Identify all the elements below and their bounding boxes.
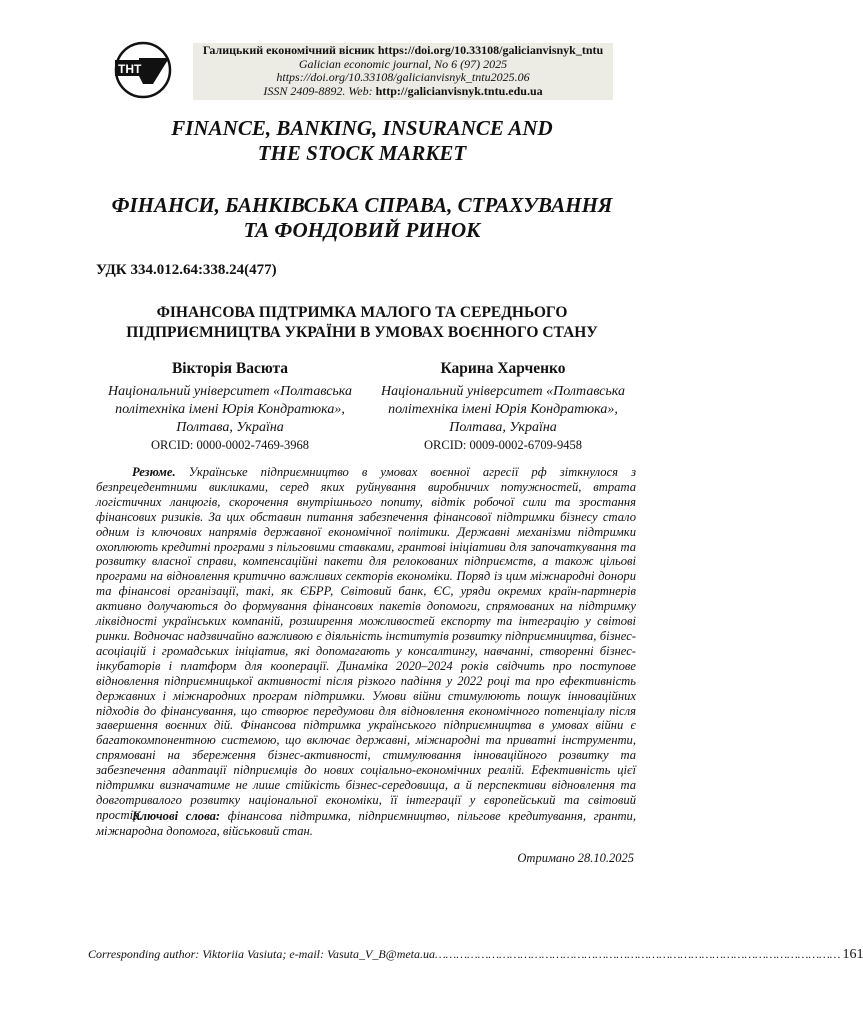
journal-issue-line: Galician economic journal, No 6 (97) 2025	[298, 56, 508, 71]
affiliation-line: Полтава, Україна	[449, 420, 557, 435]
author-affiliation	[80, 383, 380, 437]
svg-text:THT: THT	[118, 62, 142, 76]
journal-header	[193, 43, 613, 100]
affiliation-line: Полтава, Україна	[176, 420, 284, 435]
journal-web-link[interactable]: http://galicianvisnyk.tntu.edu.ua	[375, 83, 543, 98]
issn-text: ISSN 2409-8892. Web:	[263, 83, 376, 98]
author-block	[80, 359, 380, 453]
author-name: Карина Харченко	[440, 360, 566, 377]
journal-name-line: Галицький економічний вісник https://doi.org/10.33108/galicianvisnyk_tntu	[202, 43, 604, 57]
keywords	[96, 809, 636, 839]
footer-dots: ……………………………………………………………………………………………………	[435, 947, 841, 961]
author-name: Вікторія Васюта	[171, 360, 289, 377]
section-title-ua-line: ФІНАНСИ, БАНКІВСЬКА СПРАВА, СТРАХУВАННЯ	[111, 193, 613, 217]
abstract	[96, 465, 636, 823]
page-number: 161	[842, 947, 863, 962]
affiliation-line: Національний університет «Полтавська	[108, 384, 352, 399]
section-title-en-line: FINANCE, BANKING, INSURANCE AND	[171, 116, 553, 140]
corresponding-author: Corresponding author: Viktoriia Vasiuta; e-mail: Vasuta_V_B@meta.ua	[88, 947, 436, 961]
section-title-en-line: THE STOCK MARKET	[257, 141, 467, 165]
article-title-line: ПІДПРИЄМНИЦТВА УКРАЇНИ В УМОВАХ ВОЄННОГО СТАНУ	[126, 324, 598, 341]
received-date: Отримано 28.10.2025	[517, 851, 634, 865]
journal-logo	[113, 40, 173, 100]
section-title-ua	[0, 193, 724, 243]
section-title-en	[0, 116, 724, 166]
section-title-ua-line: ТА ФОНДОВИЙ РИНОК	[243, 218, 481, 242]
author-orcid[interactable]: ORCID: 0009-0002-6709-9458	[424, 438, 582, 452]
abstract-label: Резюме.	[132, 465, 176, 479]
author-orcid[interactable]: ORCID: 0000-0002-7469-3968	[151, 438, 309, 452]
keywords-label: Ключові слова:	[132, 809, 221, 823]
keywords-text: фінансова підтримка, підприємництво, пільгове кредитування, гранти, міжнародна допомога, військовий стан.	[96, 809, 636, 838]
author-block	[353, 359, 653, 453]
page-footer	[88, 947, 863, 963]
affiliation-line: політехніка імені Юрія Кондратюка»,	[388, 402, 618, 417]
journal-doi-link[interactable]: https://doi.org/10.33108/galicianvisnyk_tntu2025.06	[276, 70, 530, 84]
affiliation-line: політехніка імені Юрія Кондратюка»,	[115, 402, 345, 417]
article-title	[60, 303, 664, 343]
affiliation-line: Національний університет «Полтавська	[381, 384, 625, 399]
article-title-line: ФІНАНСОВА ПІДТРИМКА МАЛОГО ТА СЕРЕДНЬОГО	[156, 304, 568, 321]
udc-code: УДК 334.012.64:338.24(477)	[96, 262, 277, 278]
abstract-text: Українське підприємництво в умовах воєнної агресії рф зіткнулося з безпрецедентними викликами, серед яких руйнування виробничих потужностей, втрата логістичних ланцюгів, скорочення внутрішнього попиту, відтік робочої сили та зростання фінансових ризиків. За цих обставин питання забезпечення фінансової підтримки бізнесу стало одним із ключових напрямів державної економічної політики. Державні механізми підтримки охоплюють кредитні програми з пільговими ставками, грантові ініціативи для започаткування та розвитку власної справи, компенсаційні пакети для релокованих підприємств, а також цільові програми на відновлення критично важливих секторів економіки. Поряд із цим міжнародні донори та фінансові організації, такі, як ЄБРР, Світовий банк, ЄС, уряди окремих країн-партнерів активно долучаються до формування фінансових пакетів допомоги, спрямованих на підтримку ліквідності українських компаній, розширення можливостей експорту та інтеграцію у світові ринки. Водночас надзвичайно важливою є діяльність інститутів розвитку підприємництва, бізнес-асоціацій і громадських ініціатив, які допомагають у консалтингу, навчанні, створенні бізнес-інкубаторів і платформ для кооперації. Динаміка 2020–2024 років свідчить про поступове відновлення підприємницької активності після різкого падіння у 2022 році та про ефективність державних і міжнародних програм підтримки. Умови війни стимулюють пошук інноваційних підходів до фінансування, що створює передумови для відновлення економічного потенціалу після завершення воєнних дій. Фінансова підтримка українського підприємництва в умовах війни є багатокомпонентною системою, що включає державні, міжнародні та приватні інструменти, спрямовані на збереження бізнес-активності, стимулювання інноваційного розвитку та забезпечення адаптації підприємців до нових соціально-економічних реалій. Ефективність цієї підтримки визначатиме не лише стійкість бізнес-середовища, а й перспективи відновлення та довготривалого розвитку національної економіки, її інтеграції у європейський та світовий простір.	[96, 465, 636, 822]
author-affiliation	[353, 383, 653, 437]
